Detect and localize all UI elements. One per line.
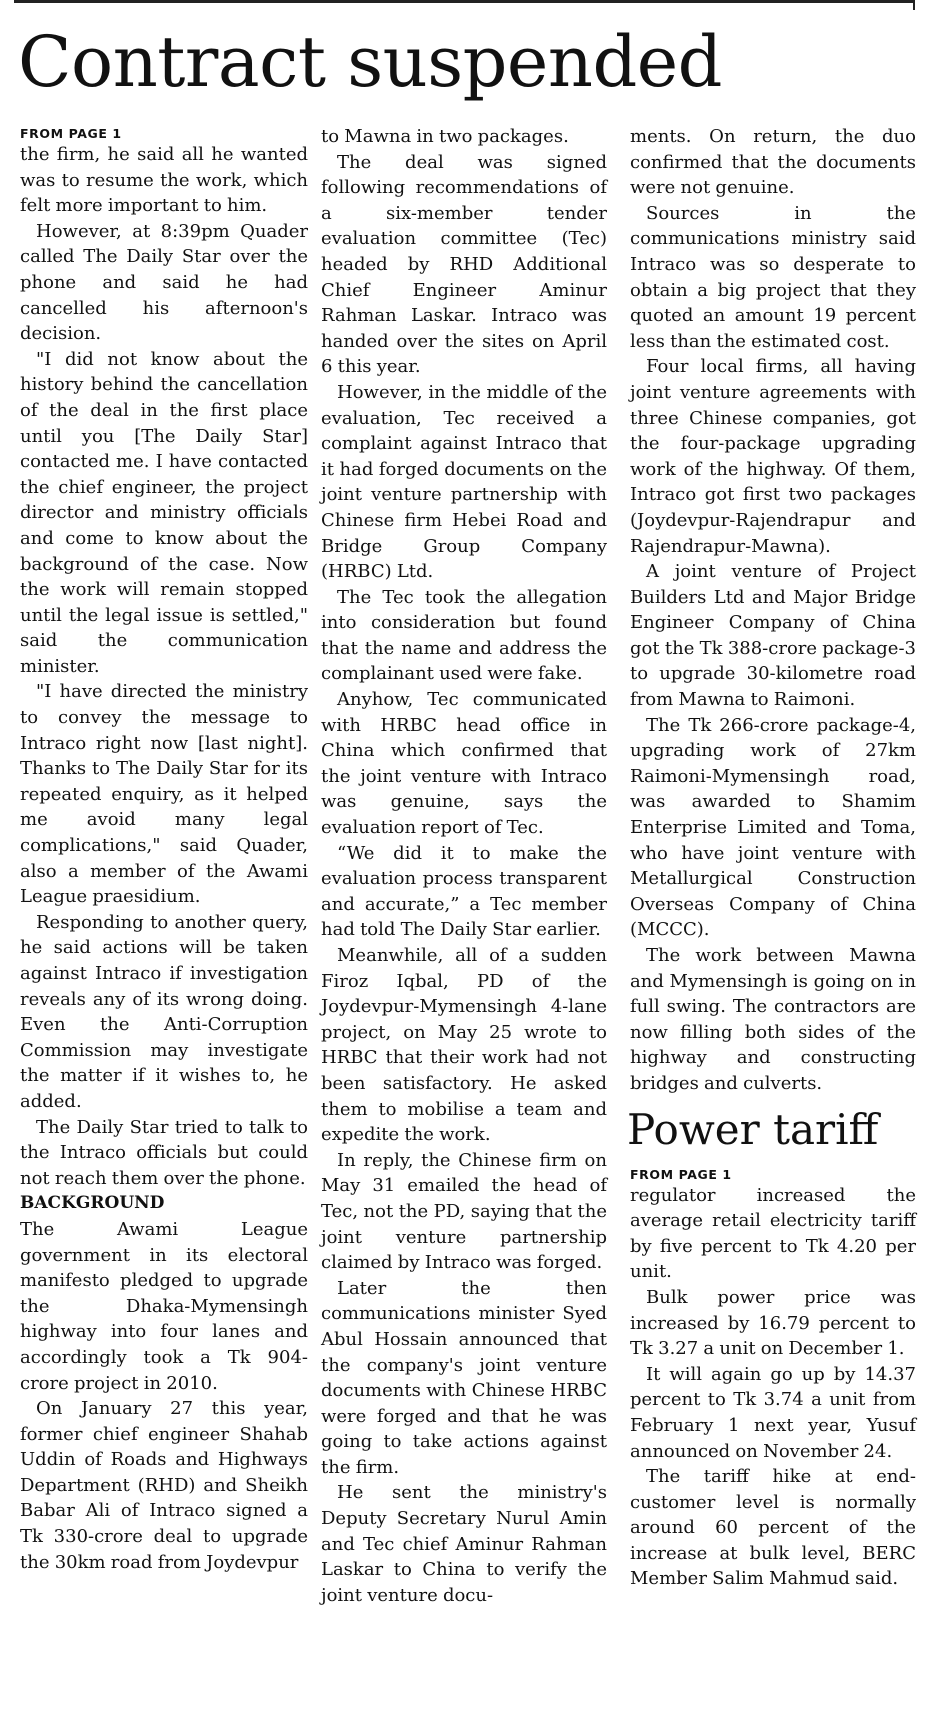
paragraph: ments. On return, the duo confirmed that the documents were not genuine. bbox=[630, 126, 916, 199]
paragraph: Responding to another query, he said actions will be taken against Intraco if investigation reveals any of its wrong doing. Even the Anti-Corruption Commission may investigate the matter if it wishes to, he added. bbox=[20, 911, 308, 1112]
jump-tag: FROM PAGE 1 bbox=[20, 126, 122, 141]
paragraph: Four local firms, all having joint venture agreements with three Chinese companies, got the four-package upgrading work of the highway. Of them, Intraco got first two packages (Joydevpur-Rajendrapur and Rajendrapur-Mawna). bbox=[630, 356, 916, 557]
paragraph: "I have directed the ministry to convey the message to Intraco right now [last night]. Thanks to The Daily Star for its repeated enquiry, as it helped me avoid many legal complications," said Quader, also a member of the Awami League praesidium. bbox=[20, 681, 308, 908]
paragraph: He sent the ministry's Deputy Secretary Nurul Amin and Tec chief Aminur Rahman Laskar to China to verify the joint venture docu- bbox=[321, 1482, 607, 1606]
paragraph: The work between Mawna and Mymensingh is going on in full swing. The contractors are now filling both sides of the highway and constructing bridges and culverts. bbox=[630, 945, 916, 1094]
paragraph: “We did it to make the evaluation process transparent and accurate,” a Tec member had told The Daily Star earlier. bbox=[321, 842, 607, 941]
paragraph: The tariff hike at end-customer level is normally around 60 percent of the increase at bulk level, BERC Member Salim Mahmud said. bbox=[630, 1466, 916, 1590]
paragraph: However, at 8:39pm Quader called The Daily Star over the phone and said he had cancelled his afternoon's decision. bbox=[20, 220, 308, 345]
paragraph: to Mawna in two packages. bbox=[321, 126, 569, 147]
paragraph: The Awami League government in its electoral manifesto pledged to upgrade the Dhaka-Mymensingh highway into four lanes and accordingly took a Tk 904-crore project in 2010. bbox=[20, 1218, 308, 1394]
secondary-headline: Power tariff bbox=[627, 1104, 879, 1154]
paragraph: regulator increased the average retail electricity tariff by five percent to Tk 4.20 per unit. bbox=[630, 1184, 916, 1283]
column-rule bbox=[913, 0, 915, 10]
paragraph: Anyhow, Tec communicated with HRBC head office in China which confirmed that the joint venture with Intraco was genuine, says the evaluation report of Tec. bbox=[321, 689, 607, 839]
paragraph: A joint venture of Project Builders Ltd and Major Bridge Engineer Company of China got the Tk 388-crore package-3 to upgrade 30-kilometre road from Mawna to Raimoni. bbox=[630, 561, 916, 711]
paragraph: However, in the middle of the evaluation, Tec received a complaint against Intraco that it had forged documents on the joint venture partnership with Chinese firm Hebei Road and Bridge Group Company (HRBC) Ltd. bbox=[321, 381, 607, 583]
paragraph: The Tec took the allegation into consideration but found that the name and address the complainant used were fake. bbox=[321, 586, 607, 685]
paragraph: Sources in the communications ministry said Intraco was so desperate to obtain a big project that they quoted an amount 19 percent less than the estimated cost. bbox=[630, 202, 916, 352]
paragraph: the firm, he said all he wanted was to resume the work, which felt more important to him. bbox=[20, 144, 308, 217]
jump-tag: FROM PAGE 1 bbox=[630, 1166, 732, 1182]
paragraph: In reply, the Chinese firm on May 31 emailed the head of Tec, not the PD, saying that the joint venture partnership claimed by Intraco was forged. bbox=[321, 1149, 607, 1274]
paragraph: It will again go up by 14.37 percent to Tk 3.74 a unit from February 1 next year, Yusuf announced on November 24. bbox=[630, 1363, 916, 1462]
paragraph: On January 27 this year, former chief engineer Shahab Uddin of Roads and Highways Department (RHD) and Sheikh Babar Ali of Intraco signed a Tk 330-crore deal to upgrade the 30km road from Joydevpur bbox=[20, 1398, 308, 1573]
paragraph: "I did not know about the history behind the cancellation of the deal in the first place until you [The Daily Star] contacted me. I have contacted the chief engineer, the project director and ministry officials and come to know about the background of the case. Now the work will remain stopped until the legal issue is settled," said the communication minister. bbox=[20, 348, 308, 677]
top-rule bbox=[14, 0, 914, 3]
paragraph: The Tk 266-crore package-4, upgrading work of 27km Raimoni-Mymensingh road, was awarded to Shamim Enterprise Limited and Toma, who have joint venture with Metallurgical Construction Overseas Company of China (MCCC). bbox=[630, 714, 916, 941]
paragraph: Bulk power price was increased by 16.79 percent to Tk 3.27 a unit on December 1. bbox=[630, 1286, 916, 1360]
paragraph: Meanwhile, all of a sudden Firoz Iqbal, PD of the Joydevpur-Mymensingh 4-lane project, on May 25 wrote to HRBC that their work had not been satisfactory. He asked them to mobilise a team and expedite the work. bbox=[321, 945, 607, 1146]
column-1 bbox=[20, 124, 308, 1575]
paragraph: The deal was signed following recommendations of a six-member tender evaluation committee (Tec) headed by RHD Additional Chief Engineer Aminur Rahman Laskar. Intraco was handed over the sites on April 6 this year. bbox=[321, 151, 607, 378]
column-3 bbox=[627, 124, 916, 1592]
paragraph: The Daily Star tried to talk to the Intraco officials but could not reach them over the phone. bbox=[20, 1116, 308, 1189]
headline: Contract suspended bbox=[18, 21, 722, 103]
column-2 bbox=[321, 124, 607, 1608]
subheading: BACKGROUND bbox=[20, 1193, 165, 1214]
paragraph: Later the then communications minister Syed Abul Hossain announced that the company's joint venture documents with Chinese HRBC were forged and that he was going to take actions against the firm. bbox=[321, 1277, 607, 1478]
